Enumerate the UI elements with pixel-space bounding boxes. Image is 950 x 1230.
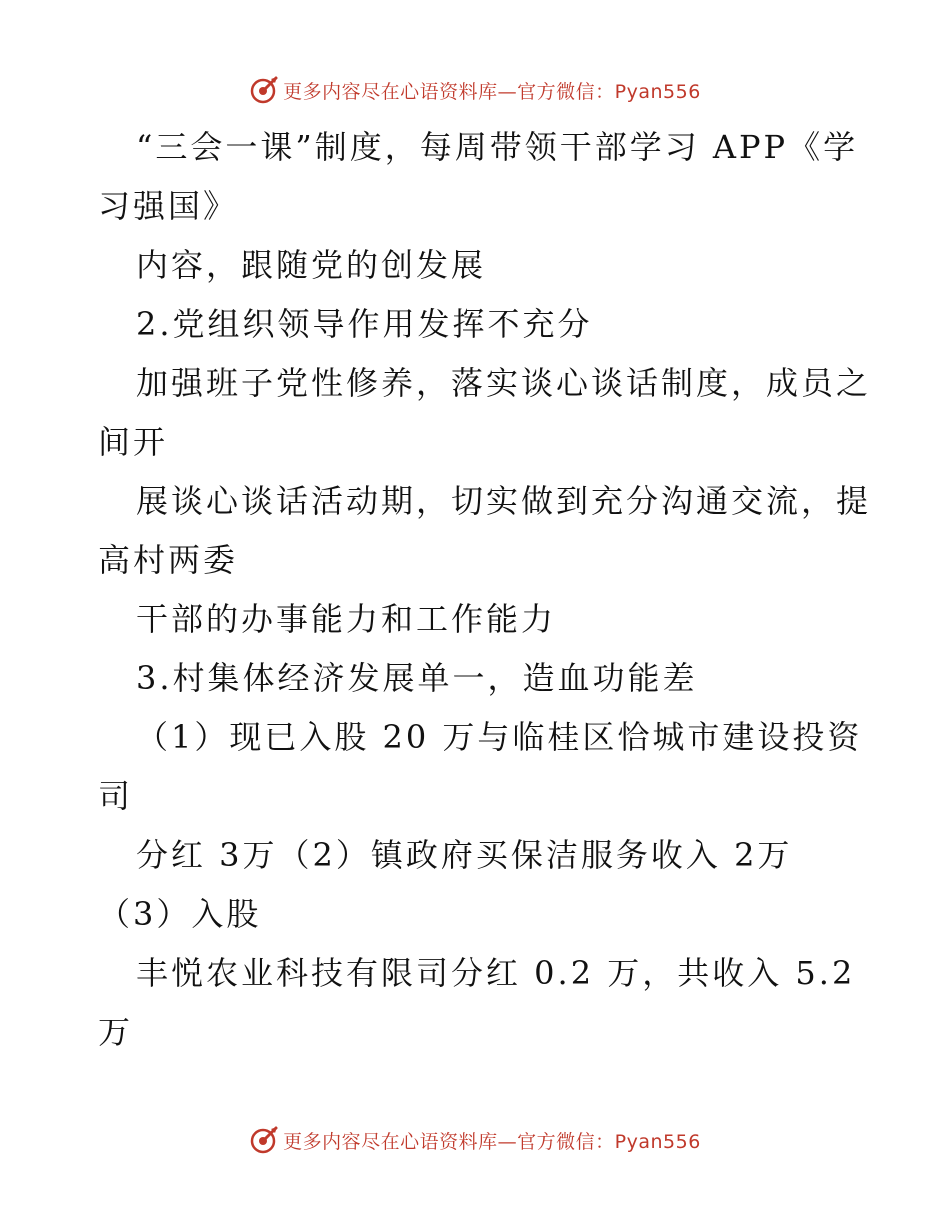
- header-banner: [0, 70, 950, 110]
- text-line: 分红 3万（2）镇政府买保洁服务收入 2万: [136, 836, 793, 874]
- pen-logo-icon: [249, 1125, 279, 1155]
- text-line: 高村两委: [98, 541, 239, 579]
- text-line: 万: [98, 1013, 134, 1051]
- text-line: 内容，跟随党的创发展: [136, 246, 487, 284]
- text-line: 习强国》: [98, 187, 239, 225]
- text-line: （1）现已入股 20 万与临桂区恰城市建设投资: [136, 718, 863, 756]
- text-line: “三会一课”制度，每周带领干部学习 APP《学: [136, 128, 859, 166]
- text-line: 间开: [98, 423, 169, 461]
- pen-logo-icon: [249, 75, 279, 105]
- document-body: [98, 118, 872, 1062]
- header-banner-text: 更多内容尽在心语资料库—官方微信：Pyan556: [283, 80, 701, 103]
- text-line: 2.党组织领导作用发挥不充分: [136, 305, 593, 343]
- header-wechat-id: Pyan556: [614, 80, 701, 103]
- text-line: （3）入股: [98, 895, 262, 933]
- text-line: 展谈心谈话活动期，切实做到充分沟通交流，提: [136, 482, 872, 520]
- text-line: 加强班子党性修养，落实谈心谈话制度，成员之: [136, 364, 872, 402]
- text-line: 丰悦农业科技有限司分红 0.2 万，共收入 5.2: [136, 954, 856, 992]
- text-line: 干部的办事能力和工作能力: [136, 600, 557, 638]
- footer-banner-text: 更多内容尽在心语资料库—官方微信：Pyan556: [283, 1130, 701, 1153]
- footer-banner: [0, 1120, 950, 1160]
- text-line: 司: [98, 777, 134, 815]
- text-line: 3.村集体经济发展单一，造血功能差: [136, 659, 698, 697]
- footer-wechat-id: Pyan556: [614, 1130, 701, 1153]
